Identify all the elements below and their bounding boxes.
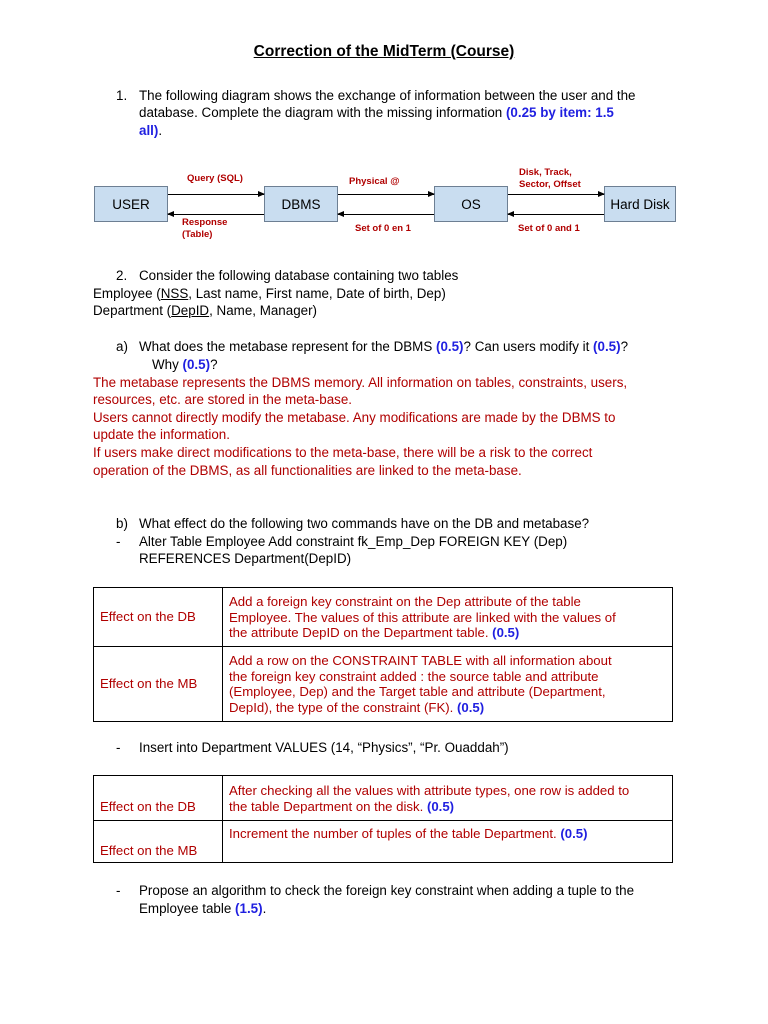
question-1-period: . [158,123,163,138]
answer-a-line-2: resources, etc. are stored in the meta-base. [93,392,353,407]
label-disk-track: Disk, Track, [519,167,572,178]
question-1-number: 1. [116,88,128,103]
arrow-dbms-to-os [338,194,434,195]
question-a-text-3: ? [620,339,629,354]
effects-table-2-value-mb [223,821,673,863]
question-1-points-end: all) [139,123,159,138]
label-physical: Physical @ [349,176,400,187]
t1-mb-line-2: the foreign key constraint added : the source table and attribute [229,668,599,684]
department-primary-key: DepID [171,303,210,318]
question-a-points-1: (0.5) [435,339,464,354]
effects-table-2-row-mb [94,821,673,863]
question-a-line-1 [139,338,628,356]
bullet-3: - [116,883,121,898]
effects-table-2-label-db: Effect on the DB [94,776,223,821]
answer-a-line-4: update the information. [93,427,230,442]
question-a-points-3: (0.5) [182,357,211,372]
t2-mb-line-1-text: Increment the number of tuples of the table Department. [229,826,561,841]
question-1-text: database. Complete the diagram with the missing information [139,105,506,120]
t1-mb-line-4 [229,700,672,716]
propose-text: Employee table [139,901,236,916]
arrow-disk-to-os [508,214,604,215]
effects-table-1-value-mb [223,647,673,722]
command-2: Insert into Department VALUES (14, “Physics”, “Pr. Ouaddah”) [139,740,509,755]
employee-schema-rest: , Last name, First name, Date of birth, Dep) [188,286,446,301]
effects-table-1-label-mb: Effect on the MB [94,647,223,722]
employee-schema [93,285,446,303]
label-sector-offset: Sector, Offset [519,179,581,190]
t1-mb-line-4-text: DepId), the type of the constraint (FK). [229,699,457,715]
t2-mb-points: (0.5) [560,826,588,841]
answer-a-line-3: Users cannot directly modify the metabase. Any modifications are made by the DBMS to [93,410,616,425]
effects-table-1-row-db [94,588,673,647]
effects-table-1-value-db [223,588,673,647]
t1-db-line-2: Employee. The values of this attribute are linked with the values of [229,609,616,625]
question-a-text-2: ? Can users modify it [463,339,594,354]
diagram-box-dbms: DBMS [264,186,338,222]
question-b-number: b) [116,516,128,531]
t2-mb-line-1 [229,826,672,842]
bullet-1: - [116,534,121,549]
question-1-line-2 [139,104,614,122]
question-a-points-2: (0.5) [593,339,621,354]
question-2-intro: Consider the following database containing two tables [139,268,459,283]
command-1-line-2: REFERENCES Department(DepID) [139,551,352,566]
label-query: Query (SQL) [187,173,243,184]
arrow-user-to-dbms [168,194,264,195]
question-a-text-1: What does the metabase represent for the DBMS [139,339,436,354]
effects-table-1-label-db: Effect on the DB [94,588,223,647]
t1-mb-line-1: Add a row on the CONSTRAINT TABLE with all information about [229,653,612,668]
diagram-box-hard-disk: Hard Disk [604,186,676,222]
label-set-01-en: Set of 0 en 1 [355,223,411,234]
effects-table-1 [93,587,673,722]
diagram-box-user: USER [94,186,168,222]
employee-schema-start: Employee ( [93,286,161,301]
question-a-line-2 [152,356,218,374]
department-schema-start: Department ( [93,303,172,318]
question-a-why: Why [152,357,183,372]
bullet-2: - [116,740,121,755]
answer-a-line-1: The metabase represents the DBMS memory. All information on tables, constraints, users, [93,375,628,390]
arrow-os-to-dbms [338,214,434,215]
propose-line-2 [139,900,266,918]
answer-a-line-6: operation of the DBMS, as all functionalities are linked to the meta-base. [93,463,522,478]
effects-table-2-row-db [94,776,673,821]
page-title: Correction of the MidTerm (Course) [253,43,515,60]
arrow-os-to-disk [508,194,604,195]
t1-db-points: (0.5) [492,625,520,640]
effects-table-1-row-mb [94,647,673,722]
propose-period: . [262,901,267,916]
effects-table-2 [93,775,673,863]
employee-primary-key: NSS [160,286,189,301]
question-b-text: What effect do the following two commands have on the DB and metabase? [139,516,590,531]
label-set-01-and: Set of 0 and 1 [518,223,580,234]
question-1-points: (0.25 by item: 1.5 [505,105,614,120]
label-response: Response [182,217,228,228]
command-1-line-1: Alter Table Employee Add constraint fk_Emp_Dep FOREIGN KEY (Dep) [139,534,568,549]
t1-db-line-3 [229,625,672,641]
t2-db-line-2 [229,799,672,815]
question-2-number: 2. [116,268,128,283]
question-1-line-3 [139,122,162,140]
question-1-line-1: The following diagram shows the exchange of information between the user and the [139,88,636,103]
department-schema [93,302,317,320]
answer-a-line-5: If users make direct modifications to the meta-base, there will be a risk to the correct [93,445,593,460]
t2-db-line-2-text: the table Department on the disk. [229,798,427,814]
question-a-text-5: ? [210,357,218,372]
propose-line-1: Propose an algorithm to check the foreign key constraint when adding a tuple to the [139,883,635,898]
department-schema-rest: , Name, Manager) [209,303,318,318]
t2-db-points: (0.5) [426,798,455,814]
effects-table-2-value-db [223,776,673,821]
question-a-number: a) [116,339,128,354]
t1-db-line-3-text: the attribute DepID on the Department table. [229,625,493,640]
t1-mb-line-3: (Employee, Dep) and the Target table and attribute (Department, [229,684,606,699]
t1-mb-points: (0.5) [456,699,485,715]
label-response-table: (Table) [182,229,213,240]
effects-table-2-label-mb: Effect on the MB [94,821,223,863]
diagram-box-os: OS [434,186,508,222]
arrow-dbms-to-user [168,214,264,215]
t1-db-line-1: Add a foreign key constraint on the Dep attribute of the table [229,594,581,609]
propose-points: (1.5) [235,901,263,916]
t2-db-line-1: After checking all the values with attribute types, one row is added to [229,783,630,798]
